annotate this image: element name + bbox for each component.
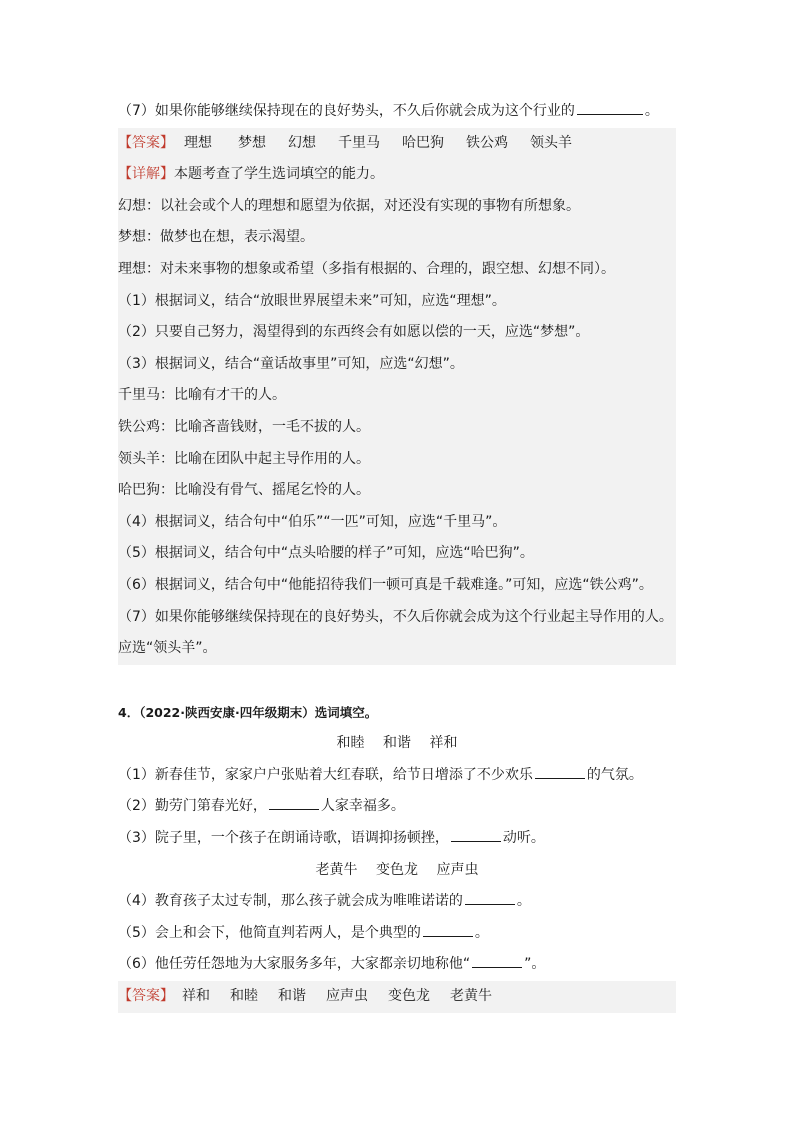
word-bank-word: 和睦 (336, 735, 365, 752)
q4-item-before: （4）教育孩子太过专制，那么孩子就会成为唯唯诺诺的 (118, 893, 463, 910)
answer-label: 【答案】 (118, 988, 174, 1005)
word-bank-word: 和谐 (383, 735, 411, 752)
document-page (118, 96, 676, 1013)
q3-item-7-after: 。 (644, 103, 659, 119)
detail-line: （7）如果你能够继续保持现在的良好势头，不久后你就会成为这个行业起主导作用的人。 (118, 608, 673, 625)
q4-item-before: （5）会上和会下，他简直判若两人，是个典型的 (118, 924, 421, 941)
detail-intro-line (118, 159, 676, 191)
word-bank-1 (118, 728, 676, 760)
answer-blank (577, 100, 643, 115)
answer-blank (269, 795, 319, 810)
detail-intro: 本题考查了学生选词填空的能力。 (174, 166, 384, 183)
word-bank-word: 老黄牛 (315, 861, 358, 878)
answer-label: 【答案】 (118, 134, 174, 151)
section-gap (118, 665, 676, 697)
detail-line: （5）根据词义，结合句中“点头哈腰的样子”可知，应选“哈巴狗”。 (118, 545, 534, 562)
answer-item: 梦想 (238, 134, 266, 151)
answer-item: 应声虫 (326, 988, 368, 1005)
q4-item-after: 人家幸福多。 (320, 798, 405, 815)
answer-blank (465, 890, 515, 905)
q4-item-before: （1）新春佳节，家家户户张贴着大红春联，给节日增添了不少欢乐 (118, 766, 533, 783)
detail-line: （6）根据词义，结合句中“他能招待我们一顿可真是千载难逢。”可知，应选“铁公鸡”。 (118, 576, 653, 593)
answer-item: 老黄牛 (450, 988, 492, 1005)
answer-item: 变色龙 (388, 988, 430, 1005)
q4-item (118, 791, 676, 823)
detail-line: 领头羊：比喻在团队中起主导作用的人。 (118, 450, 370, 467)
question-4-heading: 4．（2022·陕西安康·四年级期末）选词填空。 (118, 704, 378, 720)
q4-item (118, 918, 676, 950)
detail-line: （2）只要自己努力，渴望得到的东西终会有如愿以偿的一天，应选“梦想”。 (118, 324, 590, 341)
detail-line: 千里马：比喻有才干的人。 (118, 387, 286, 404)
q4-item (118, 886, 676, 918)
answer-item: 千里马 (338, 134, 380, 151)
q3-answer-line (118, 128, 676, 160)
answer-blank (423, 922, 473, 937)
q4-answer-line (118, 981, 676, 1013)
q4-answer-block (118, 981, 676, 1013)
detail-line: 理想：对未来事物的想象或希望（多指有根据的、合理的，跟空想、幻想不同）。 (118, 260, 615, 277)
answer-item: 领头羊 (530, 134, 572, 151)
word-bank-word: 变色龙 (376, 861, 418, 878)
answer-blank (451, 827, 501, 842)
word-bank-word: 应声虫 (436, 861, 479, 878)
detail-line: 梦想：做梦也在想，表示渴望。 (118, 229, 314, 246)
q4-item-after: ”。 (524, 956, 546, 973)
q3-item-7 (118, 96, 676, 128)
answer-item: 祥和 (182, 988, 210, 1005)
answer-item: 和谐 (278, 988, 306, 1005)
answer-item: 和睦 (230, 988, 258, 1005)
detail-line: 应选“领头羊”。 (118, 640, 217, 657)
word-bank-word: 祥和 (429, 735, 458, 752)
q4-item-before: （2）勤劳门第春光好， (118, 798, 267, 815)
answer-item: 铁公鸡 (466, 134, 508, 151)
detail-line: （3）根据词义，结合“童话故事里”可知，应选“幻想”。 (118, 355, 464, 372)
q4-item-before: （6）他任劳任怨地为大家服务多年，大家都亲切地称他“ (118, 956, 471, 973)
word-bank-2 (118, 855, 676, 887)
answer-blank (472, 953, 522, 968)
detail-line: （1）根据词义，结合“放眼世界展望未来”可知，应选“理想”。 (118, 292, 506, 309)
answer-item: 理想 (184, 134, 212, 151)
detail-line: 铁公鸡：比喻吝啬钱财，一毛不拔的人。 (118, 418, 370, 435)
detail-label: 【详解】 (118, 166, 174, 183)
q4-item-after: 动听。 (502, 830, 545, 847)
detail-line: 哈巴狗：比喻没有骨气、摇尾乞怜的人。 (118, 482, 370, 499)
q4-item-before: （3）院子里，一个孩子在朗诵诗歌，语调抑扬顿挫， (118, 830, 449, 847)
answer-item: 哈巴狗 (402, 134, 444, 151)
q4-item-after: 的气氛。 (586, 766, 643, 783)
q4-item (118, 949, 676, 981)
detail-line: （4）根据词义，结合句中“伯乐”“一匹”可知，应选“千里马”。 (118, 513, 507, 530)
answer-item: 幻想 (288, 134, 316, 151)
detail-line: 幻想：以社会或个人的理想和愿望为依据，对还没有实现的事物有所想象。 (118, 197, 580, 214)
q4-item (118, 823, 676, 855)
answer-blank (535, 764, 585, 779)
q4-item (118, 760, 676, 792)
q4-item-after: 。 (474, 924, 489, 941)
q3-answer-block (118, 128, 676, 665)
q4-item-after: 。 (516, 893, 531, 910)
q3-item-7-before: （7）如果你能够继续保持现在的良好势头，不久后你就会成为这个行业的 (118, 103, 575, 119)
